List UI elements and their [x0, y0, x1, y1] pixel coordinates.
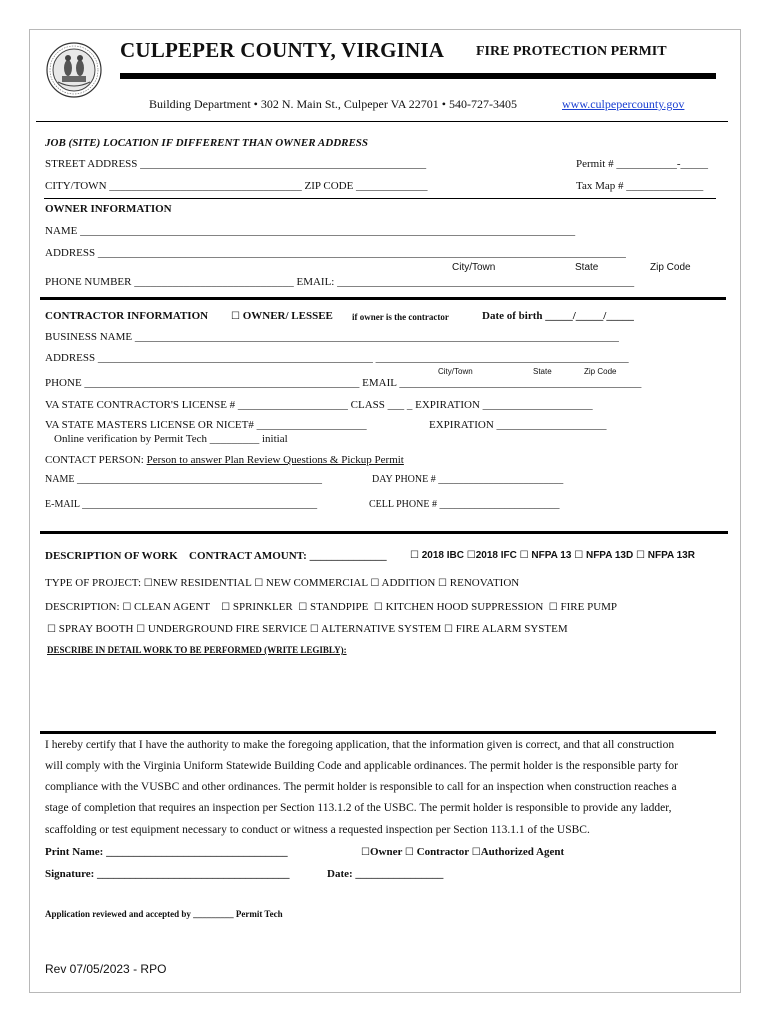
contractor-address-field[interactable]: ADDRESS __________________________________________________ ______________________________________________ [45, 352, 629, 364]
desc-standpipe[interactable]: ☐ STANDPIPE [298, 601, 369, 613]
desc-alternative-system[interactable]: ☐ ALTERNATIVE SYSTEM [309, 623, 442, 635]
checkbox-icon: ☐ [373, 602, 383, 613]
website-link[interactable]: www.culpepercounty.gov [562, 97, 685, 111]
checkbox-icon: ☐ [466, 550, 476, 561]
type-addition[interactable]: ☐ ADDITION [370, 577, 436, 589]
certification-line-1: I hereby certify that I have the authority to make the foregoing application, that the information given is correct, and that all construction [45, 739, 675, 751]
checkbox-icon: ☐ [143, 578, 153, 589]
type-new-residential[interactable]: ☐NEW RESIDENTIAL [143, 577, 252, 589]
owner-address-field[interactable]: ADDRESS ________________________________________________________________________________________________ [45, 247, 626, 259]
contractor-zip-caption: Zip Code [584, 367, 617, 376]
online-verification-field[interactable]: Online verification by Permit Tech _________ initial [54, 433, 288, 445]
project-type-label: TYPE OF PROJECT: [45, 577, 142, 589]
header-divider [36, 121, 728, 122]
detail-work-heading: DESCRIBE IN DETAIL WORK TO BE PERFORMED (WRITE LEGIBLY): [47, 645, 347, 655]
desc-fire-alarm-system[interactable]: ☐ FIRE ALARM SYSTEM [444, 623, 568, 635]
checkbox-icon: ☐ [574, 550, 584, 561]
va-contractor-license-field[interactable]: VA STATE CONTRACTOR'S LICENSE # ____________________ CLASS ___ _ EXPIRATION ____________________ [45, 399, 593, 411]
work-section-rule [40, 731, 716, 734]
masters-license-field[interactable]: VA STATE MASTERS LICENSE OR NICET# ____________________ [45, 419, 367, 431]
desc-clean-agent[interactable]: ☐ CLEAN AGENT [122, 601, 211, 613]
print-name-field[interactable]: Print Name: _________________________________ [45, 846, 288, 858]
owner-lessee-checkbox[interactable] [231, 310, 333, 322]
type-new-commercial[interactable]: ☐ NEW COMMERCIAL [254, 577, 368, 589]
contractor-state-caption: State [533, 367, 552, 376]
contact-person-desc: Person to answer Plan Review Questions & Pickup Permit [146, 454, 404, 466]
desc-kitchen-hood[interactable]: ☐ KITCHEN HOOD SUPPRESSION [373, 601, 544, 613]
checkbox-icon: ☐ [404, 847, 414, 858]
code-option-nfpa13r[interactable]: ☐ NFPA 13R [635, 550, 695, 561]
tax-map-field[interactable]: Tax Map # ______________ [576, 180, 704, 192]
owner-section-rule [40, 297, 726, 300]
contract-amount-field[interactable]: CONTRACT AMOUNT: ______________ [189, 550, 387, 562]
desc-fire-pump[interactable]: ☐ FIRE PUMP [548, 601, 618, 613]
checkbox-icon: ☐ [438, 578, 448, 589]
department-address: Building Department • 302 N. Main St., Culpeper VA 22701 • 540-727-3405 [149, 97, 517, 111]
header-rule [120, 73, 716, 79]
owner-phone-email-field[interactable]: PHONE NUMBER _____________________________ EMAIL: ______________________________________________________ [45, 276, 635, 288]
owner-heading: OWNER INFORMATION [45, 203, 172, 215]
checkbox-icon: ☐ [635, 550, 645, 561]
contact-name-field[interactable]: NAME _________________________________________________ [45, 474, 322, 485]
signature-field[interactable]: Signature: ___________________________________ [45, 868, 290, 880]
day-phone-field[interactable]: DAY PHONE # _________________________ [372, 474, 564, 485]
county-title: CULPEPER COUNTY, VIRGINIA [120, 38, 445, 62]
owner-name-field[interactable]: NAME __________________________________________________________________________________________ [45, 225, 576, 237]
checkbox-icon: ☐ [519, 550, 529, 561]
description-label: DESCRIPTION: [45, 601, 120, 613]
checkbox-icon: ☐ [231, 311, 240, 322]
project-type-row [45, 577, 519, 589]
checkbox-icon: ☐ [122, 602, 132, 613]
checkbox-icon: ☐ [136, 624, 146, 635]
type-renovation[interactable]: ☐ RENOVATION [438, 577, 520, 589]
certification-line-3: compliance with the VUSBC and other ordinances. The permit holder is responsible to call for an inspection when construction reaches a [45, 781, 677, 793]
street-address-field[interactable]: STREET ADDRESS ____________________________________________________ [45, 158, 427, 170]
checkbox-icon: ☐ [471, 847, 481, 858]
signer-role-options [361, 846, 564, 858]
contractor-heading: CONTRACTOR INFORMATION [45, 310, 209, 322]
certification-line-4: stage of completion that requires an inspection per Section 113.1.2 of the USBC. The permit holder is responsible to provide any ladder, [45, 802, 672, 814]
description-row-1 [45, 601, 617, 613]
role-authorized-agent[interactable]: ☐Authorized Agent [471, 846, 565, 858]
checkbox-icon: ☐ [548, 602, 558, 613]
detail-work-area[interactable] [45, 660, 715, 730]
certification-line-2: will comply with the Virginia Uniform Statewide Building Code and applicable ordinances. The permit holder is the responsible party for [45, 760, 678, 772]
contact-person-line [45, 454, 404, 466]
desc-underground-fire-service[interactable]: ☐ UNDERGROUND FIRE SERVICE [136, 623, 308, 635]
checkbox-icon: ☐ [444, 624, 454, 635]
contact-email-field[interactable]: E-MAIL _______________________________________________ [45, 499, 318, 510]
checkbox-icon: ☐ [361, 847, 370, 858]
checkbox-icon: ☐ [370, 578, 380, 589]
job-site-heading: JOB (SITE) LOCATION IF DIFFERENT THAN OWNER ADDRESS [45, 137, 369, 149]
description-of-work-label: DESCRIPTION OF WORK [45, 550, 178, 562]
owner-lessee-label: OWNER/ LESSEE [242, 310, 333, 322]
masters-expiration-field[interactable]: EXPIRATION ____________________ [429, 419, 607, 431]
checkbox-icon: ☐ [309, 624, 319, 635]
code-option-nfpa13[interactable]: ☐ NFPA 13 [519, 550, 572, 561]
checkbox-icon: ☐ [298, 602, 308, 613]
date-of-birth-field[interactable]: Date of birth _____/_____/_____ [482, 310, 634, 322]
description-row-2 [47, 623, 568, 635]
permit-number-field[interactable]: Permit # ___________-_____ [576, 158, 708, 170]
city-zip-field[interactable]: CITY/TOWN ___________________________________ ZIP CODE _____________ [45, 180, 428, 192]
contractor-section-rule [40, 531, 728, 534]
checkbox-icon: ☐ [47, 624, 56, 635]
checkbox-icon: ☐ [254, 578, 264, 589]
owner-contractor-note: if owner is the contractor [352, 312, 449, 322]
application-reviewed-line[interactable]: Application reviewed and accepted by _________ Permit Tech [45, 909, 283, 919]
certification-line-5: scaffolding or test equipment necessary to conduct or witness a requested inspection per Section 113.1.1 of the USBC. [45, 824, 590, 836]
revision-label: Rev 07/05/2023 - RPO [45, 962, 167, 976]
code-option-ibc[interactable]: ☐ 2018 IBC [410, 550, 464, 561]
code-option-nfpa13d[interactable]: ☐ NFPA 13D [574, 550, 634, 561]
role-owner[interactable]: ☐Owner [361, 846, 403, 858]
code-options [410, 550, 695, 561]
date-field[interactable]: Date: ________________ [327, 868, 444, 880]
contractor-phone-email-field[interactable]: PHONE __________________________________________________ EMAIL ____________________________________________ [45, 377, 642, 389]
contractor-city-caption: City/Town [438, 367, 473, 376]
desc-spray-booth[interactable]: ☐ SPRAY BOOTH [47, 623, 134, 635]
county-seal-icon [46, 42, 102, 98]
business-name-field[interactable]: BUSINESS NAME ________________________________________________________________________________________ [45, 331, 619, 343]
owner-state-caption: State [575, 262, 599, 273]
owner-city-caption: City/Town [452, 262, 496, 273]
checkbox-icon: ☐ [221, 602, 231, 613]
permit-title: FIRE PROTECTION PERMIT [476, 44, 667, 59]
role-contractor[interactable]: ☐ Contractor [404, 846, 469, 858]
cell-phone-field[interactable]: CELL PHONE # ________________________ [369, 499, 560, 510]
checkbox-icon: ☐ [410, 550, 419, 561]
code-option-ifc[interactable]: ☐2018 IFC [466, 550, 517, 561]
job-site-divider [44, 198, 716, 199]
desc-sprinkler[interactable]: ☐ SPRINKLER [221, 601, 293, 613]
owner-zip-caption: Zip Code [650, 262, 691, 273]
contact-person-label: CONTACT PERSON: [45, 454, 147, 466]
